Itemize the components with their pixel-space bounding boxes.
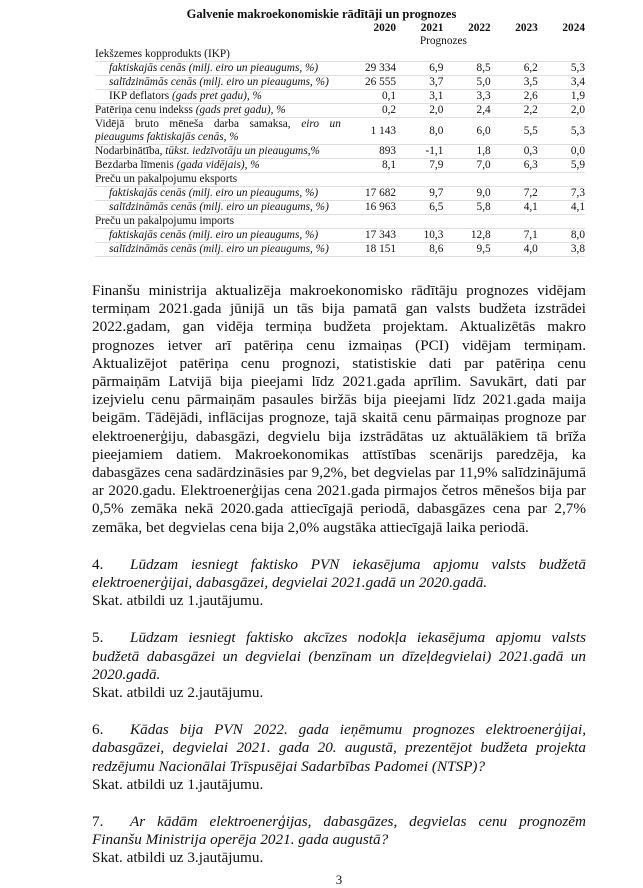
row-label [95,173,341,187]
row-label-text: Preču un pakalpojumu imports [95,215,234,227]
row-label [95,62,341,76]
table-row [95,215,585,229]
cell-2023: 2,6 [491,90,538,104]
cell-2023 [491,48,538,62]
row-label-text: Vidējā bruto mēneša darba samaksa, [95,118,302,130]
table-title: Galvenie makroekonomiskie rādītāji un prognozes [186,7,457,21]
answer-text: Skat. atbildi uz 3.jautājumu. [92,849,264,867]
cell-2023: 6,2 [491,62,538,76]
cell-2020 [341,48,396,62]
cell-2022: 9,5 [443,243,490,257]
cell-2021: 6,9 [396,62,443,76]
cell-2022: 1,8 [443,145,490,159]
cell-2022: 6,0 [443,118,490,145]
document-body [92,282,586,888]
row-label-text: Iekšzemes kopprodukts (IKP) [95,48,230,60]
table-row [95,118,585,145]
cell-2023: 3,5 [491,76,538,90]
cell-2022: 9,0 [443,187,490,201]
forecast-label: Prognozes [419,35,467,47]
question-text: Kādas bija PVN 2022. gada ieņēmumu prognozes elektroenerģijai, dabasgāzei, degvielai 2021. gada 20. augustā, prezentējot budžeta projekta redzējumu Nacionālai Trīspusējai Sadarbības Padomei (NTSP)? [92,721,586,775]
cell-2021: 8,0 [396,118,443,145]
body-paragraph: Finanšu ministrija aktualizēja makroekonomisko rādītāju prognozes vidējam termiņam 2021.gada jūnijā un tās bija pamatā gan valsts budžeta izstrādei 2022.gadam, gan vidēja termiņa budžeta projektam. Aktualizētās makro prognozes ietver arī patēriņa cenu izmaiņas (PCI) vidējam termiņam. Aktualizējot patēriņa cenu prognozi, statistiskie dati par patēriņa cenu pārmaiņām Latvijā bija pieejami līdz 2021.gada aprīlim. Savukārt, dati par izejvielu cenu pārmaiņām pasaules biržās bija pieejami līdz 2021.gada maija beigām. Tādējādi, inflācijas prognoze, tajā skaitā cenu pārmaiņas prognoze par elektroenerģiju, dabasgāzi, degvielu bija izstrādātas uz aktuālākiem tā brīža pieejamiem datiem. Makroekonomikas attīstības scenārijs paredzēja, ka dabasgāzes cena sadārdzināsies par 9,2%, bet degvielas par 11,9% salīdzinājumā ar 2020.gadu. Elektroenerģijas cena 2021.gada pirmajos četros mēnešos bija par 0,5% zemāka nekā 2020.gada attiecīgajā periodā, dabasgāzes cena par 2,7% zemāka, bet degvielas cena bija 2,0% augstāka attiecīgajā laika periodā. [92,282,586,536]
cell-2020: 26 555 [341,76,396,90]
year-header: 2022 [468,22,491,34]
cell-2020: 16 963 [341,201,396,215]
cell-2024: 0,0 [538,145,585,159]
cell-2024: 5,3 [538,62,585,76]
cell-2021: 2,0 [396,104,443,118]
row-label [95,48,341,62]
cell-2022: 2,4 [443,104,490,118]
cell-2024: 4,1 [538,201,585,215]
row-label-text: faktiskajās cenās (milj. eiro un pieaugums, %) [109,187,319,199]
row-label-italic: (gads pret gadu), % [195,104,286,116]
cell-2020: 17 343 [341,229,396,243]
row-label-text: Patēriņa cenu indekss [95,104,196,116]
cell-2021 [396,173,443,187]
cell-2022: 5,8 [443,201,490,215]
cell-2023 [491,215,538,229]
row-label-text: faktiskajās cenās (milj. eiro un pieaugums, %) [109,229,319,241]
row-label-italic: (gads pret gadu), % [171,90,262,102]
cell-2022: 12,8 [443,229,490,243]
question-6: 6. Kādas bija PVN 2022. gada ieņēmumu prognozes elektroenerģijai, dabasgāzei, degvielai 2021. gada 20. augustā, prezentējot budžeta projekta redzējumu Nacionālai Trīspusējai Sadarbības Padomei (NTSP)? Skat. atbildi uz 1.jautājumu. [92,721,586,793]
row-label [95,76,341,90]
cell-2022 [443,215,490,229]
question-5: 5. Lūdzam iesniegt faktisko akcīzes nodokļa iekasējuma apjomu valsts budžetā dabasgāzei un degvielai (benzīnam un dīzeļdegvielai) 2021.gadā un 2020.gadā. Skat. atbildi uz 2.jautājumu. [92,629,586,702]
cell-2021: 9,7 [396,187,443,201]
table-row [95,90,585,104]
cell-2024 [538,215,585,229]
cell-2024: 7,3 [538,187,585,201]
table-row [95,76,585,90]
cell-2021: 8,6 [396,243,443,257]
row-label-text: salīdzināmās cenās (milj. eiro un pieaugums, %) [109,76,329,88]
cell-2020 [341,173,396,187]
row-label-text: Preču un pakalpojumu eksports [95,173,238,185]
row-label [95,104,341,118]
cell-2023: 0,3 [491,145,538,159]
table-row [95,159,585,173]
cell-2022 [443,173,490,187]
cell-2024: 8,0 [538,229,585,243]
cell-2021: 7,9 [396,159,443,173]
cell-2022: 8,5 [443,62,490,76]
year-header: 2021 [420,22,444,34]
table-row [95,62,585,76]
cell-2023: 6,3 [491,159,538,173]
cell-2021: 3,7 [396,76,443,90]
cell-2024: 3,8 [538,243,585,257]
year-header: 2024 [562,22,585,34]
table-row [95,201,585,215]
cell-2020 [341,215,396,229]
question-7: 7. Ar kādām elektroenerģijas, dabasgāzes, degvielas cenu prognozēm Finanšu Ministrija operēja 2021. gada augustā? Skat. atbildi uz 3.jautājumu. [92,813,586,867]
year-header: 2023 [515,22,538,34]
cell-2020: 29 334 [341,62,396,76]
cell-2022 [443,48,490,62]
row-label [95,229,341,243]
table-row [95,243,585,257]
cell-2023: 2,2 [491,104,538,118]
row-label [95,118,341,145]
answer-text: Skat. atbildi uz 1.jautājumu. [92,592,264,610]
row-label-text: IKP deflators [109,90,172,102]
cell-2023: 4,0 [491,243,538,257]
cell-2021: 10,3 [396,229,443,243]
row-label-italic: eiro un [301,118,341,130]
row-label-text: faktiskajās cenās (milj. eiro un pieaugums, %) [109,62,319,74]
row-label [95,159,341,173]
answer-text: Skat. atbildi uz 2.jautājumu. [92,684,264,702]
cell-2020: 0,1 [341,90,396,104]
row-label-text: salīdzināmās cenās (milj. eiro un pieaugums, %) [109,243,329,255]
table-row [95,229,585,243]
page-number: 3 [335,871,343,887]
cell-2024 [538,48,585,62]
row-label [95,215,341,229]
row-label-text: salīdzināmās cenās (milj. eiro un pieaugums, %) [109,201,329,213]
cell-2020: 0,2 [341,104,396,118]
cell-2020: 18 151 [341,243,396,257]
row-label-text: Bezdarba līmenis [95,159,177,171]
cell-2024: 3,4 [538,76,585,90]
cell-2022: 7,0 [443,159,490,173]
row-label [95,145,341,159]
cell-2021 [396,48,443,62]
question-4: 4. Lūdzam iesniegt faktisko PVN iekasējuma apjomu valsts budžetā elektroenerģijai, dabasgāzei, degvielai 2021.gadā un 2020.gadā. Skat. atbildi uz 1.jautājumu. [92,555,586,610]
cell-2020: 1 143 [341,118,396,145]
question-text: Lūdzam iesniegt faktisko PVN iekasējuma apjomu valsts budžetā elektroenerģijai, dabasgāzei, degvielai 2021.gadā un 2020.gadā. [92,555,586,592]
cell-2023: 5,5 [491,118,538,145]
cell-2020: 893 [341,145,396,159]
cell-2023: 4,1 [491,201,538,215]
table-row [95,187,585,201]
row-label [95,243,341,257]
cell-2020: 8,1 [341,159,396,173]
cell-2022: 3,3 [443,90,490,104]
cell-2022: 5,0 [443,76,490,90]
table-row [95,48,585,62]
cell-2021: 3,1 [396,90,443,104]
table-row [95,104,585,118]
row-label-text: Nodarbinātība, [95,145,166,157]
cell-2024: 2,0 [538,104,585,118]
cell-2021: -1,1 [396,145,443,159]
cell-2023: 7,2 [491,187,538,201]
table-row [95,173,585,187]
question-text: Ar kādām elektroenerģijas, dabasgāzes, degvielas cenu prognozēm Finanšu Ministrija operēja 2021. gada augustā? [92,813,586,849]
row-label [95,90,341,104]
row-label [95,187,341,201]
row-label [95,201,341,215]
cell-2020: 17 682 [341,187,396,201]
cell-2024 [538,173,585,187]
cell-2024: 5,9 [538,159,585,173]
macro-indicators-table [95,22,585,257]
cell-2024: 1,9 [538,90,585,104]
question-text: Lūdzam iesniegt faktisko akcīzes nodokļa iekasējuma apjomu valsts budžetā dabasgāzei un degvielai (benzīnam un dīzeļdegvielai) 2021.gadā un 2020.gadā. [92,629,586,683]
cell-2023 [491,173,538,187]
answer-text: Skat. atbildi uz 1.jautājumu. [92,775,264,793]
row-label-line2: pieaugums faktiskajās cenās, % [95,131,239,143]
row-label-italic: (gada vidējais), % [176,159,260,171]
cell-2021 [396,215,443,229]
row-label-line1 [95,118,341,131]
cell-2021: 6,5 [396,201,443,215]
cell-2024: 5,3 [538,118,585,145]
cell-2023: 7,1 [491,229,538,243]
table-row [95,145,585,159]
year-header: 2020 [373,22,397,34]
row-label-italic: tūkst. iedzīvotāju un pieaugums,% [165,145,320,157]
